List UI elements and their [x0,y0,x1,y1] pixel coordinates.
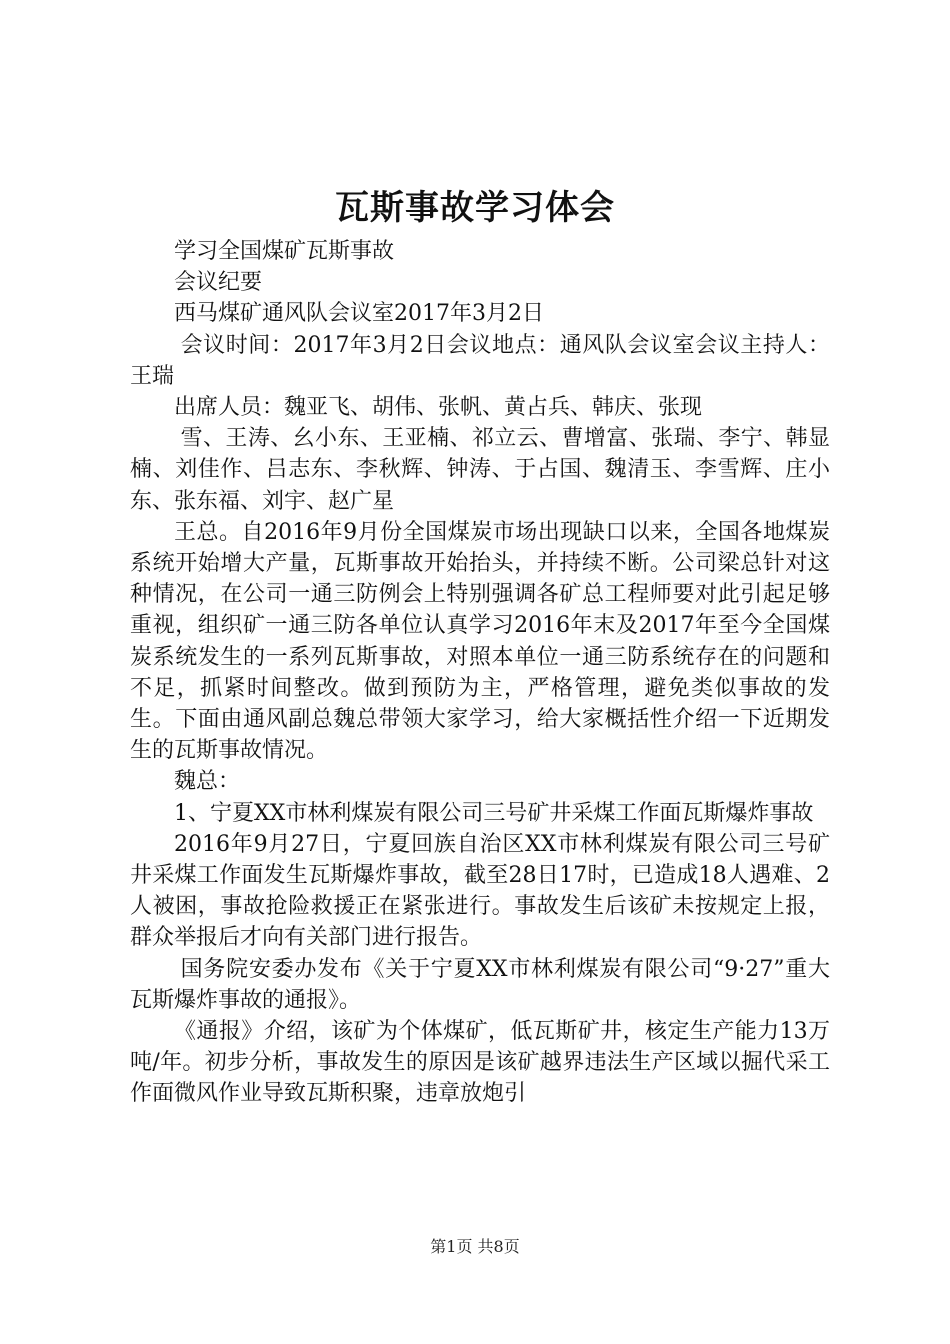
page-footer: 第1页 共8页 [430,1237,520,1256]
paragraph-4: 会议时间：2017年3月2日会议地点：通风队会议室会议主持人：王瑞 [130,332,830,389]
paragraph-2: 会议纪要 [174,270,263,296]
paragraph-1: 学习全国煤矿瓦斯事故 [174,239,395,264]
paragraph-7: 王总。自2016年9月份全国煤炭市场出现缺口以来，全国各地煤炭系统开始增大产量，瓦斯事故开始抬头，并持续不断。公司梁总针对这种情况，在公司一通三防例会上特别强调各矿总工程师要对此引起足够重视，组织矿一通三防各单位认真学习2016年末及2017年至今全国煤炭系统发生的一系列瓦斯事故，对照本单位一通三防系统存在的问题和不足，抓紧时间整改。做到预防为主，严格管理，避免类似事故的发生。下面由通风副总魏总带领大家学习，给大家概括性介绍一下近期发生的瓦斯事故情况。 [130,519,830,764]
paragraph-12: 《通报》介绍，该矿为个体煤矿，低瓦斯矿井，核定生产能力13万吨/年。初步分析，事故发生的原因是该矿越界违法生产区域以掘代采工作面微风作业导致瓦斯积聚，违章放炮引 [130,1019,830,1107]
paragraph-6: 雪、王涛、幺小东、王亚楠、祁立云、曹增富、张瑞、李宁、韩显楠、刘佳作、吕志东、李秋辉、钟涛、于占国、魏清玉、李雪辉、庄小东、张东福、刘宇、赵广星 [130,426,830,514]
document-body [130,236,830,1110]
paragraph-9: 1、宁夏XX市林利煤炭有限公司三号矿井采煤工作面瓦斯爆炸事故 [174,800,814,826]
paragraph-10: 2016年9月27日，宁夏回族自治区XX市林利煤炭有限公司三号矿井采煤工作面发生瓦斯爆炸事故，截至28日17时，已造成18人遇难、2人被困，事故抢险救援正在紧张进行。事故发生后该矿未按规定上报，群众举报后才向有关部门进行报告。 [130,831,830,951]
paragraph-8: 魏总： [174,769,241,795]
paragraph-11: 国务院安委办发布《关于宁夏XX市林利煤炭有限公司“9·27”重大瓦斯爆炸事故的通报》。 [130,956,830,1013]
paragraph-3: 西马煤矿通风队会议室2017年3月2日 [174,301,544,327]
paragraph-5: 出席人员：魏亚飞、胡伟、张帆、黄占兵、韩庆、张现 [174,395,703,421]
document-title: 瓦斯事故学习体会 [335,188,615,228]
